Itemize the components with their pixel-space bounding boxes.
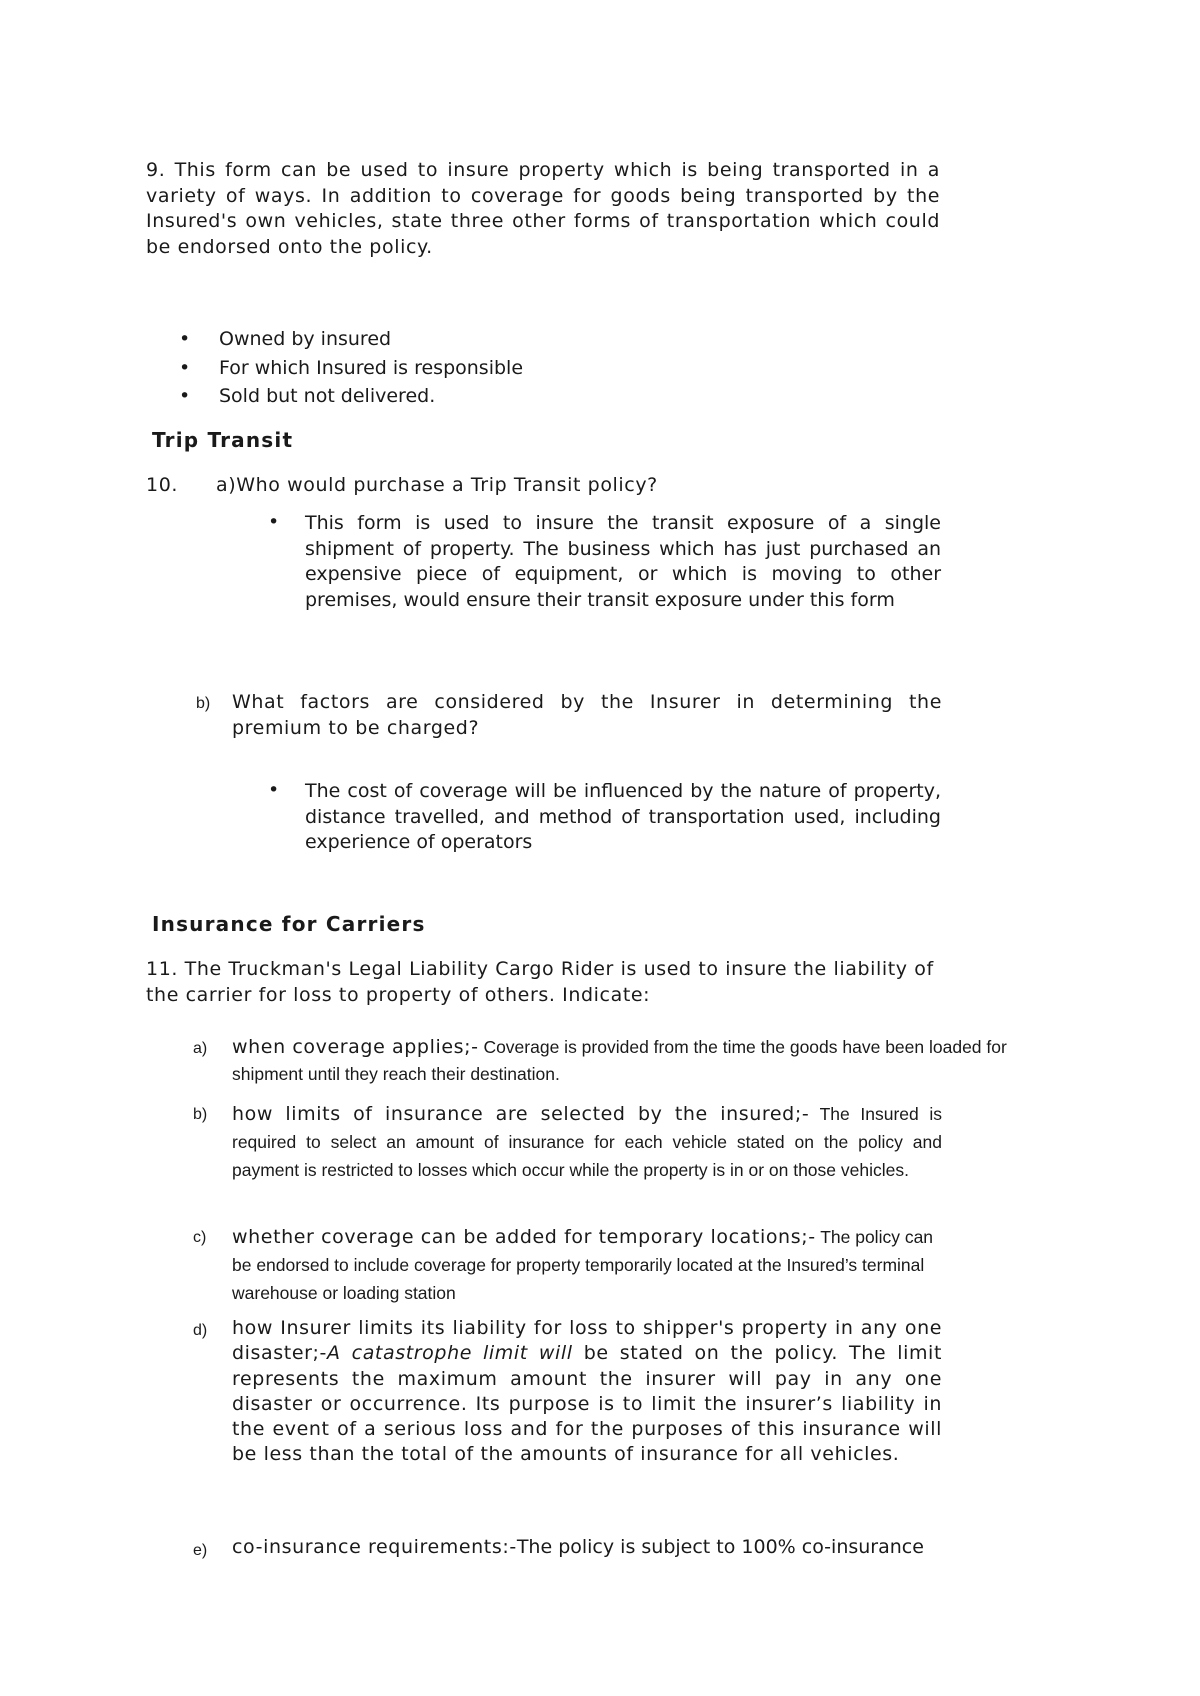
- q11d-question: how Insurer limits its liability for loss to shipper's property in any one disaster;-: [232, 1317, 942, 1365]
- q11d-answer: be stated on the policy. The limit represents the maximum amount the insurer will pay in any one disaster or occurrence. Its purpose is to limit the insurer’s liability in the event of a serious loss and for the purposes of this insurance will be less than the total of the amounts of insurance for all vehicles.: [232, 1342, 942, 1466]
- list-item: • For which Insured is responsible: [179, 356, 524, 379]
- q11d-marker: d): [193, 1322, 208, 1339]
- q10a-question: a)Who would purchase a Trip Transit policy?: [216, 474, 658, 496]
- q11b-answer: The Insured is required to select an amount of insurance for each vehicle stated on the policy and payment is restricted to losses which occur while the property is in or on those vehicles.: [232, 1104, 942, 1180]
- q11b-marker: b): [193, 1106, 208, 1123]
- q10-number: 10.: [146, 474, 179, 496]
- bullet-icon: •: [268, 511, 280, 533]
- q11b-question: how limits of insurance are selected by the insured;-: [232, 1103, 810, 1125]
- list-item: • Sold but not delivered.: [179, 385, 436, 407]
- q9-text: 9. This form can be used to insure property which is being transported in a variety of ways. In addition to coverage for goods being transported by the Insured's own vehicles, state three other forms of transportation which could be endorsed onto the policy.: [146, 159, 940, 258]
- q11e-question: co-insurance requirements:-: [232, 1536, 517, 1558]
- q11a-marker: a): [193, 1040, 208, 1057]
- q11a-question: when coverage applies;-: [232, 1036, 479, 1058]
- q11d-item: [232, 1316, 942, 1468]
- section-heading-trip-transit: Trip Transit: [152, 428, 294, 452]
- q11c-item: [232, 1223, 952, 1307]
- list-item: • Owned by insured: [179, 328, 392, 350]
- q11c-marker: c): [193, 1229, 207, 1246]
- q11c-answer: The policy can be endorsed to include coverage for property temporarily located at the Insured’s terminal warehouse or loading station: [232, 1227, 934, 1303]
- q11e-item: [232, 1536, 1092, 1558]
- q11e-marker: e): [193, 1542, 208, 1559]
- q11a-item: [232, 1034, 1032, 1088]
- q11d-answer-italic: A catastrophe limit will: [327, 1342, 573, 1365]
- q10b-answer: The cost of coverage will be influenced by the nature of property, distance travelled, and method of transportation used, including experience of operators: [305, 780, 941, 853]
- q11b-item: [232, 1100, 942, 1184]
- q10b-question: What factors are considered by the Insurer in determining the premium to be charged?: [232, 691, 942, 739]
- bullet-icon: •: [268, 779, 280, 801]
- q11e-answer: The policy is subject to 100% co-insurance: [516, 1536, 924, 1558]
- q9-bullet-list: [179, 325, 524, 411]
- q11-text: 11. The Truckman's Legal Liability Cargo Rider is used to insure the liability of the carrier for loss to property of others. Indicate:: [146, 958, 934, 1006]
- q11a-answer: Coverage is provided from the time the goods have been loaded for shipment until they reach their destination.: [232, 1037, 1007, 1084]
- section-heading-carriers: Insurance for Carriers: [152, 912, 426, 936]
- q10b-marker: b): [196, 695, 211, 712]
- q10a-answer: This form is used to insure the transit exposure of a single shipment of property. The business which has just purchased an expensive piece of equipment, or which is moving to other premises, would ensure their transit exposure under this form: [305, 512, 941, 611]
- q11c-question: whether coverage can be added for temporary locations;-: [232, 1226, 816, 1248]
